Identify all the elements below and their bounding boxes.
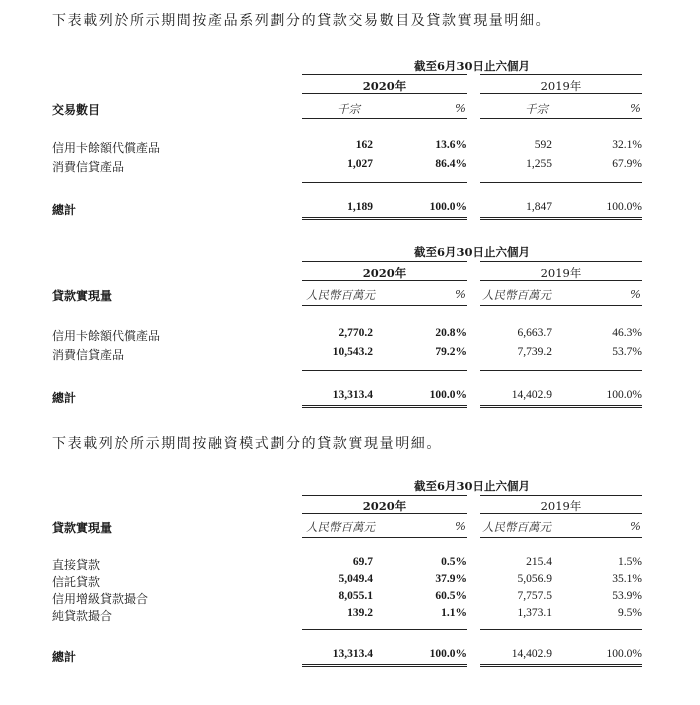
cell-value-2020: 1,027 [347, 158, 373, 170]
total-pct-2020: 100.0% [429, 389, 467, 401]
cell-value-2020: 139.2 [347, 607, 373, 619]
unit-rule [302, 118, 467, 119]
cell-pct-2020: 13.6% [435, 139, 467, 151]
year-rule [302, 513, 467, 514]
cell-value-2019: 592 [534, 139, 552, 151]
unit-label: % [455, 287, 466, 301]
unit-label: % [630, 519, 641, 533]
year-2019-header: 2019年 [540, 79, 582, 93]
total-value-2020: 13,313.4 [332, 389, 373, 401]
table1-section-label: 交易數目 [52, 103, 101, 117]
header-rule [302, 74, 467, 75]
cell-value-2019: 215.4 [526, 556, 552, 568]
period-header: 截至6月30日止六個月 [413, 479, 530, 493]
total-pct-2019: 100.0% [606, 648, 642, 660]
period-header: 截至6月30日止六個月 [413, 59, 530, 73]
total-value-2020: 13,313.4 [332, 648, 373, 660]
cell-value-2019: 5,056.9 [517, 573, 552, 585]
subtotal-rule [302, 182, 467, 183]
period-header: 截至6月30日止六個月 [413, 245, 530, 259]
unit-rule [480, 305, 642, 306]
row-label: 消費信貸產品 [52, 160, 125, 174]
cell-pct-2020: 60.5% [435, 590, 467, 602]
cell-pct-2019: 9.5% [618, 607, 642, 619]
row-label: 信用卡餘額代償產品 [52, 141, 161, 155]
cell-pct-2019: 53.7% [612, 346, 642, 358]
total-double-rule [302, 217, 467, 220]
cell-value-2019: 6,663.7 [517, 327, 552, 339]
total-label: 總計 [52, 391, 77, 405]
cell-value-2019: 1,255 [526, 158, 552, 170]
header-rule [480, 74, 642, 75]
year-2019-header: 2019年 [540, 266, 582, 280]
unit-rule [480, 537, 642, 538]
cell-pct-2020: 20.8% [435, 327, 467, 339]
cell-pct-2020: 79.2% [435, 346, 467, 358]
cell-pct-2019: 1.5% [618, 556, 642, 568]
cell-value-2020: 69.7 [352, 556, 373, 568]
subtotal-rule [302, 629, 467, 630]
unit-rule [302, 305, 467, 306]
unit-label: 千宗 [525, 102, 548, 116]
cell-pct-2019: 46.3% [612, 327, 642, 339]
header-rule [480, 495, 642, 496]
year-2020-header: 2020年 [362, 79, 407, 93]
cell-pct-2020: 37.9% [435, 573, 467, 585]
cell-pct-2020: 86.4% [435, 158, 467, 170]
unit-label: 人民幣百萬元 [306, 520, 375, 534]
row-label: 直接貸款 [52, 558, 101, 572]
cell-pct-2020: 1.1% [441, 607, 467, 619]
header-rule [480, 261, 642, 262]
cell-pct-2019: 35.1% [612, 573, 642, 585]
cell-pct-2019: 32.1% [612, 139, 642, 151]
unit-label: % [455, 519, 466, 533]
header-rule [302, 495, 467, 496]
cell-value-2020: 162 [355, 139, 373, 151]
unit-label: % [455, 101, 466, 115]
cell-value-2020: 10,543.2 [332, 346, 373, 358]
total-value-2019: 1,847 [526, 201, 552, 213]
table3-section-label: 貸款實現量 [52, 521, 113, 535]
year-rule [302, 93, 467, 94]
year-rule [480, 280, 642, 281]
year-2020-header: 2020年 [362, 266, 407, 280]
cell-value-2019: 7,739.2 [517, 346, 552, 358]
row-label: 信用增級貸款撮合 [52, 592, 149, 606]
row-label: 消費信貸產品 [52, 348, 125, 362]
intro-paragraph-1: 下表載列於所示期間按產品系列劃分的貸款交易數目及貸款實現量明細。 [52, 13, 552, 29]
total-value-2019: 14,402.9 [511, 648, 552, 660]
cell-value-2019: 7,757.5 [517, 590, 552, 602]
total-pct-2019: 100.0% [606, 389, 642, 401]
unit-label: 人民幣百萬元 [482, 288, 551, 302]
total-double-rule [480, 664, 642, 667]
row-label: 信託貸款 [52, 575, 101, 589]
unit-label: 人民幣百萬元 [306, 288, 375, 302]
subtotal-rule [480, 629, 642, 630]
subtotal-rule [302, 370, 467, 371]
year-rule [480, 513, 642, 514]
year-rule [302, 280, 467, 281]
row-label: 純貸款撮合 [52, 609, 113, 623]
table2-section-label: 貸款實現量 [52, 289, 113, 303]
unit-label: 人民幣百萬元 [482, 520, 551, 534]
cell-pct-2020: 0.5% [441, 556, 467, 568]
cell-pct-2019: 67.9% [612, 158, 642, 170]
total-value-2020: 1,189 [347, 201, 373, 213]
unit-label: % [630, 287, 641, 301]
cell-value-2020: 8,055.1 [338, 590, 373, 602]
total-label: 總計 [52, 650, 77, 664]
year-2020-header: 2020年 [362, 499, 407, 513]
header-rule [302, 261, 467, 262]
row-label: 信用卡餘額代償產品 [52, 329, 161, 343]
total-label: 總計 [52, 203, 77, 217]
total-double-rule [302, 405, 467, 408]
cell-pct-2019: 53.9% [612, 590, 642, 602]
subtotal-rule [480, 370, 642, 371]
year-rule [480, 93, 642, 94]
cell-value-2019: 1,373.1 [517, 607, 552, 619]
cell-value-2020: 5,049.4 [338, 573, 373, 585]
unit-rule [302, 537, 467, 538]
unit-label: 千宗 [337, 102, 360, 116]
total-double-rule [480, 405, 642, 408]
cell-value-2020: 2,770.2 [338, 327, 373, 339]
total-pct-2019: 100.0% [606, 201, 642, 213]
total-pct-2020: 100.0% [429, 648, 467, 660]
unit-label: % [630, 101, 641, 115]
subtotal-rule [480, 182, 642, 183]
intro-paragraph-2: 下表載列於所示期間按融資模式劃分的貸款實現量明細。 [52, 436, 442, 452]
total-double-rule [302, 664, 467, 667]
total-double-rule [480, 217, 642, 220]
total-pct-2020: 100.0% [429, 201, 467, 213]
year-2019-header: 2019年 [540, 499, 582, 513]
total-value-2019: 14,402.9 [511, 389, 552, 401]
unit-rule [480, 118, 642, 119]
